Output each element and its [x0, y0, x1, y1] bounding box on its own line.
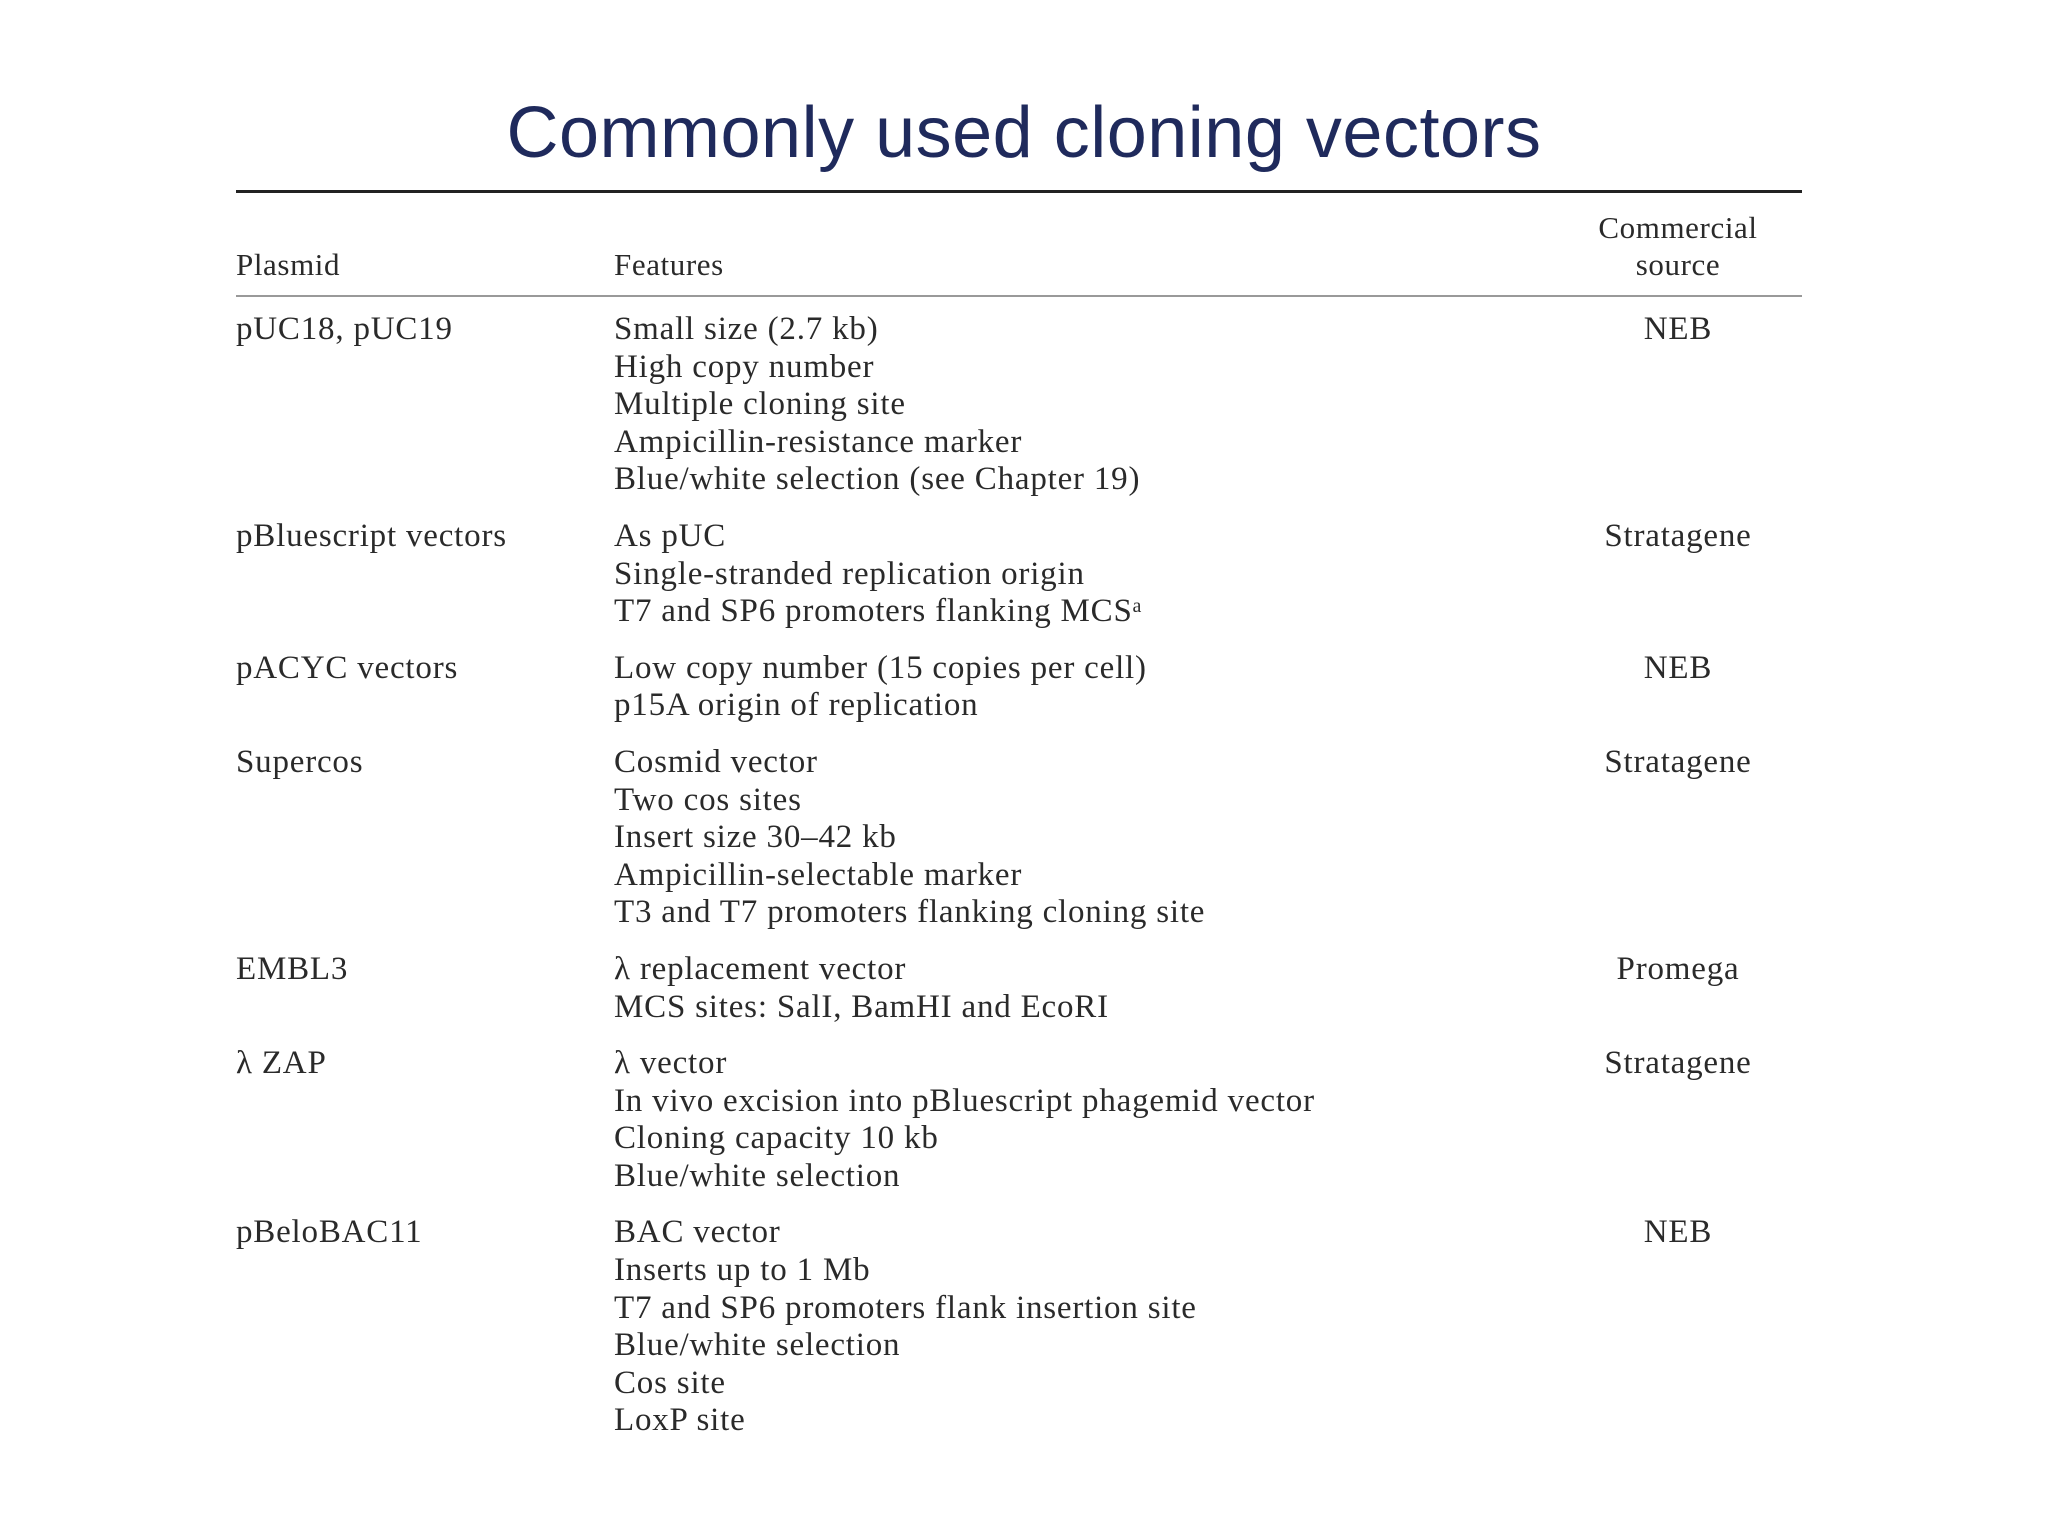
feature-line: Insert size 30–42 kb [614, 819, 897, 856]
features-cell [614, 518, 1554, 631]
feature-line: Blue/white selection [614, 1157, 901, 1194]
features-cell [614, 650, 1554, 725]
features-cell [614, 311, 1554, 499]
feature-line: Blue/white selection (see Chapter 19) [614, 461, 1141, 498]
plasmid-cell: pUC18, pUC19 [236, 311, 453, 347]
feature-line: Cosmid vector [614, 743, 818, 780]
features-cell [614, 1045, 1554, 1195]
feature-line: Low copy number (15 copies per cell) [614, 649, 1147, 686]
feature-line: T7 and SP6 promoters flank insertion site [614, 1289, 1197, 1326]
features-cell [614, 1214, 1554, 1440]
plasmid-cell: Supercos [236, 743, 364, 780]
slide-title: Commonly used cloning vectors [506, 93, 1542, 173]
source-cell: Stratagene [1604, 1045, 1752, 1082]
feature-line: MCS sites: SalI, BamHI and EcoRI [614, 988, 1109, 1025]
feature-line: λ vector [614, 1045, 728, 1082]
header-commercial-source [1554, 209, 1802, 283]
feature-line: Single-stranded replication origin [614, 555, 1085, 592]
header-source-line1: Commercial [1598, 210, 1758, 245]
table-row [236, 311, 1802, 499]
feature-line: Ampicillin-selectable marker [614, 856, 1023, 893]
table-row [236, 951, 1802, 1026]
feature-line: Blue/white selection [614, 1327, 901, 1364]
table-row [236, 1214, 1802, 1440]
plasmid-cell: pACYC vectors [236, 649, 459, 686]
table-row [236, 650, 1802, 725]
source-cell: NEB [1643, 1214, 1713, 1251]
features-cell [614, 744, 1554, 932]
feature-line: Cloning capacity 10 kb [614, 1120, 939, 1157]
table-body [236, 297, 1802, 1440]
header-source-line2: source [1635, 247, 1721, 282]
feature-line: p15A origin of replication [614, 687, 979, 724]
feature-line: High copy number [614, 348, 875, 385]
feature-line: Cos site [614, 1364, 726, 1401]
feature-line: Multiple cloning site [614, 386, 906, 423]
feature-line: LoxP site [614, 1402, 746, 1439]
source-cell: Stratagene [1604, 517, 1752, 554]
source-cell: Promega [1616, 950, 1740, 987]
plasmid-cell: pBeloBAC11 [236, 1214, 423, 1251]
table-row [236, 518, 1802, 631]
source-cell: NEB [1643, 311, 1713, 347]
plasmid-cell: EMBL3 [236, 950, 349, 987]
feature-line: In vivo excision into pBluescript phagemid vector [614, 1082, 1315, 1119]
plasmid-cell: pBluescript vectors [236, 517, 507, 554]
table-row [236, 1045, 1802, 1195]
feature-line: Two cos sites [614, 781, 802, 818]
source-cell: NEB [1643, 649, 1713, 686]
feature-line: λ replacement vector [614, 950, 907, 987]
feature-line: As pUC [614, 517, 727, 554]
source-cell: Stratagene [1604, 743, 1752, 780]
feature-line: Inserts up to 1 Mb [614, 1252, 871, 1289]
vectors-table [236, 190, 1802, 1459]
table-header-row [236, 193, 1802, 295]
feature-line: Ampicillin-resistance marker [614, 423, 1023, 460]
feature-line: BAC vector [614, 1214, 781, 1251]
plasmid-cell: λ ZAP [236, 1045, 327, 1082]
header-features: Features [614, 247, 724, 282]
table-row [236, 744, 1802, 932]
header-plasmid: Plasmid [236, 247, 341, 282]
features-cell [614, 951, 1554, 1026]
feature-line: T7 and SP6 promoters flanking MCSᵃ [614, 593, 1143, 630]
feature-line: Small size (2.7 kb) [614, 311, 879, 347]
feature-line: T3 and T7 promoters flanking cloning site [614, 894, 1206, 931]
